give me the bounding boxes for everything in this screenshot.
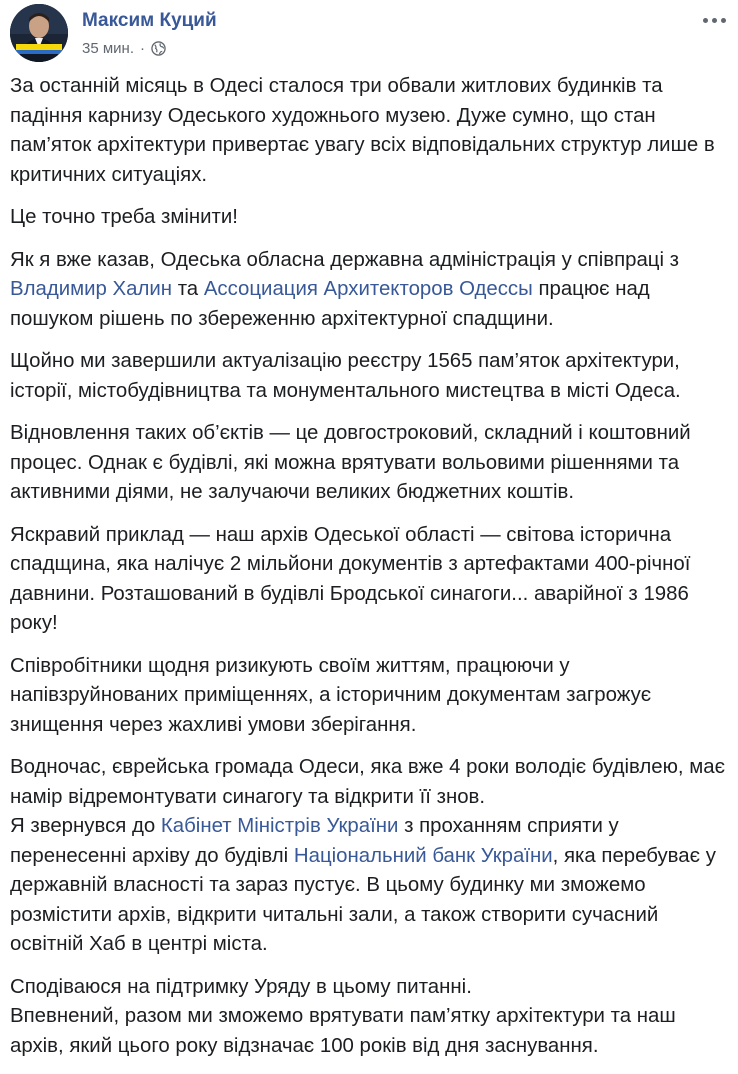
post-timestamp[interactable]: 35 мин. bbox=[82, 40, 134, 57]
post-paragraph-7: Співробітники щодня ризикують своїм життям, працюючи у напівзруйнованих приміщеннях, а історичним документам загрожує знищення через жахливі умови зберігання. bbox=[10, 654, 652, 736]
post-paragraph-3 bbox=[10, 246, 728, 335]
post-paragraph-5: Відновлення таких об’єктів — це довгостроковий, складний і коштовний процес. Однак є будівлі, які можна врятувати вольовими рішеннями та активними діями, не залучаючи великих бюджетних коштів. bbox=[10, 422, 691, 503]
mention-link-cabinet-of-ministers[interactable]: Кабінет Міністрів України bbox=[160, 815, 399, 837]
post-header bbox=[10, 4, 728, 62]
post-body bbox=[10, 72, 728, 1074]
mention-link-national-bank[interactable]: Національний банк України bbox=[293, 844, 553, 867]
mention-link-architects-association[interactable]: Ассоциация Архитекторов Одессы bbox=[203, 278, 533, 300]
post-paragraph-8: Водночас, єврейська громада Одеси, яка вже 4 роки володіє будівлею, має намір відремонтувати синагогу та відкрити її знов. bbox=[10, 756, 725, 808]
author-name-link[interactable]: Максим Куций bbox=[82, 10, 217, 31]
post-paragraph-2: Це точно треба змінити! bbox=[10, 206, 238, 228]
post-paragraph-11: Впевнений, разом ми зможемо врятувати пам’ятку архітектури та наш архів, який цього року відзначає 100 років від дня заснування. bbox=[10, 1005, 676, 1057]
post-paragraph-1: За останній місяць в Одесі сталося три обвали житлових будинків та падіння карнизу Одеського художнього музею. Дуже сумно, що стан пам’яток архітектури привертає увагу всіх відповідальних структур лише в критичних ситуаціях. bbox=[10, 75, 715, 186]
post-paragraph-10: Сподіваюся на підтримку Уряду в цьому питанні. bbox=[10, 975, 472, 998]
avatar[interactable] bbox=[10, 4, 68, 62]
post-meta bbox=[82, 40, 166, 57]
more-dots-icon[interactable] bbox=[700, 12, 728, 28]
meta-separator: · bbox=[140, 40, 145, 57]
more-dot bbox=[721, 18, 726, 23]
post-paragraph-6: Яскравий приклад — наш архів Одеської області — світова історична спадщина, яка налічує 2 мільйони документів з артефактами 400-річної давнини. Розташований в будівлі Бродської синагоги... аварійної з 1986 року! bbox=[10, 523, 691, 634]
paragraph-text: Як я вже казав, Одеська обласна державна адміністрація у співпраці з bbox=[10, 248, 680, 271]
paragraph-text: Я звернувся до bbox=[10, 815, 161, 837]
post-paragraph-9 bbox=[10, 812, 728, 960]
paragraph-text: з проханням сприяти у перенесенні архіву до будівлі bbox=[10, 815, 619, 867]
globe-icon[interactable] bbox=[151, 41, 166, 56]
more-dot bbox=[703, 18, 708, 23]
paragraph-text: , яка перебуває у державній власності та зараз пустує. В цьому будинку ми зможемо розмістити архів, відкрити читальні зали, а також створити сучасний освітній Хаб в центрі міста. bbox=[10, 844, 716, 955]
more-dot bbox=[712, 18, 717, 23]
mention-link-vladimir-khalin[interactable]: Владимир Халин bbox=[10, 278, 173, 300]
paragraph-text: працює над пошуком рішень по збереженню архітектурної спадщини. bbox=[10, 278, 650, 330]
post-paragraph-4: Щойно ми завершили актуалізацію реєстру 1565 пам’яток архітектури, історії, містобудівництва та монументального мистецтва в місті Одеса. bbox=[10, 350, 681, 402]
avatar-image bbox=[10, 4, 68, 62]
paragraph-text: та bbox=[172, 278, 204, 300]
